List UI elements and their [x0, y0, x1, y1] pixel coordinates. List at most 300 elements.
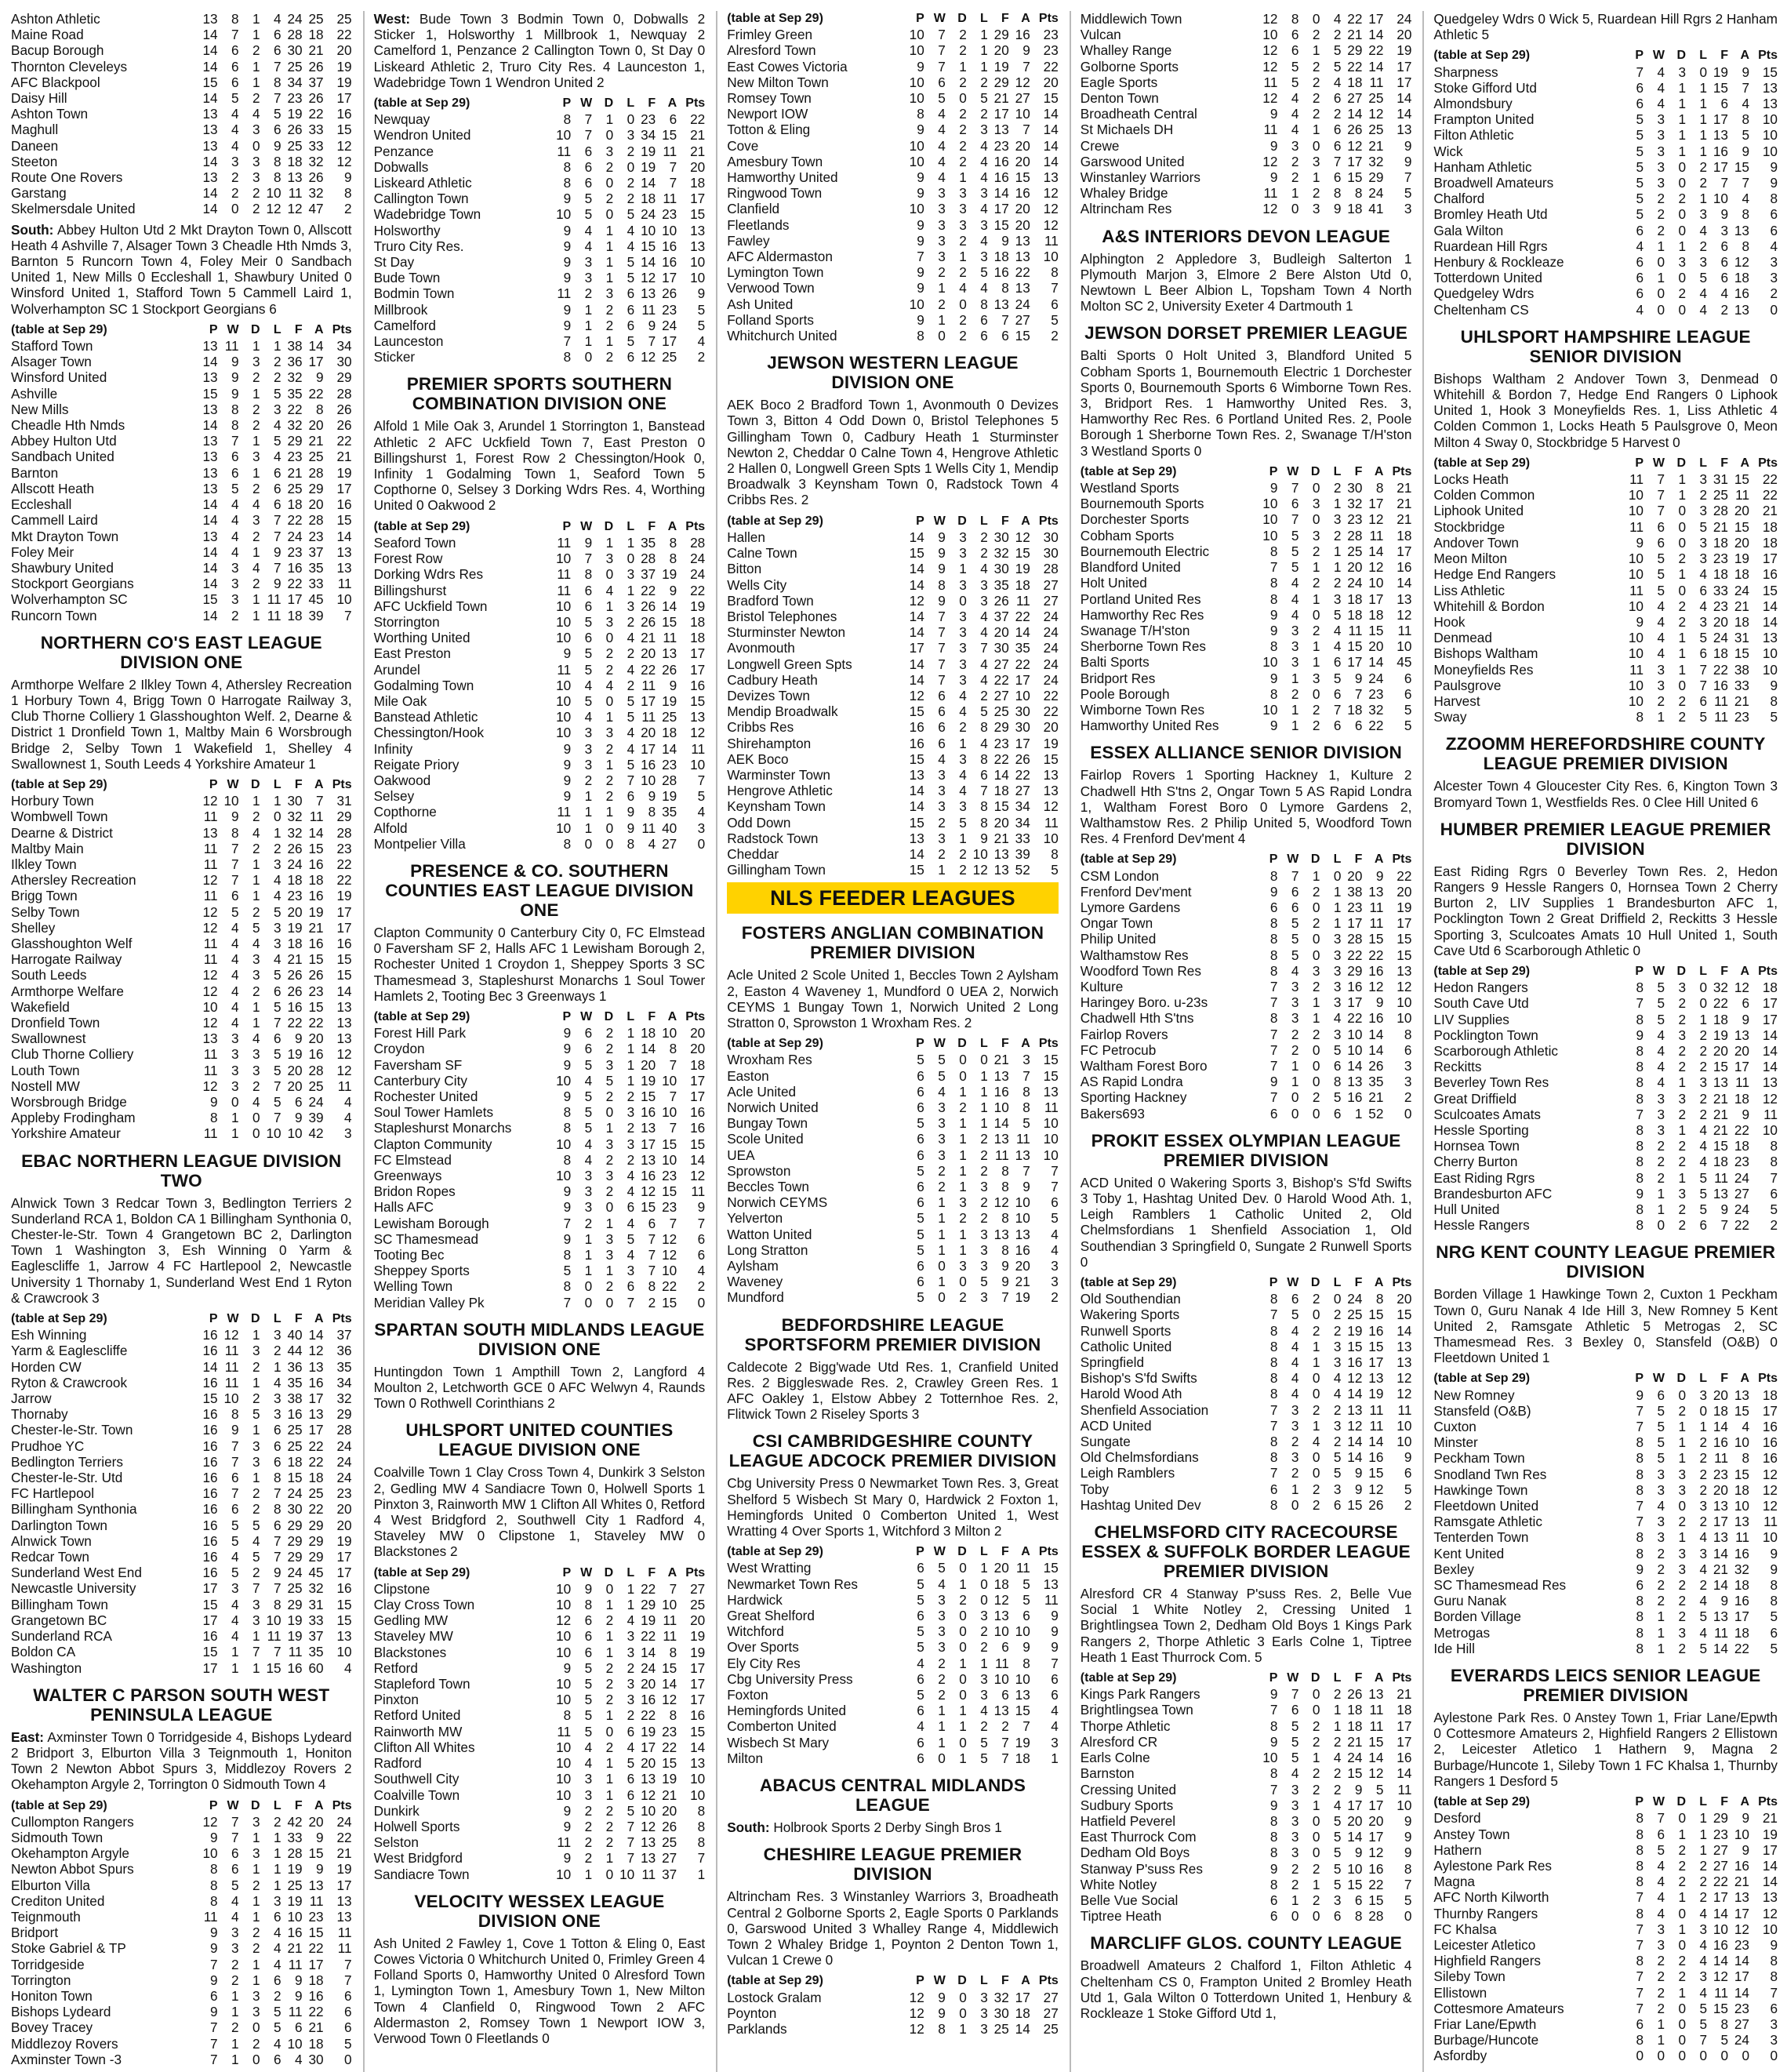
- stat-cell: 3: [627, 1644, 635, 1660]
- stat-cell: 35: [1368, 1074, 1384, 1090]
- stat-cell: 15: [1043, 1067, 1059, 1084]
- stat-cell: 0: [605, 566, 614, 583]
- stat-cell: 24: [1043, 671, 1059, 688]
- stat-cell: 13: [641, 1771, 656, 1787]
- stat-cell: 13: [690, 222, 706, 238]
- stat-cell: 10: [556, 1644, 572, 1660]
- table-row: [374, 1057, 706, 1073]
- stat-cell: 7: [1354, 685, 1363, 702]
- stat-cell: 13: [1043, 1576, 1059, 1592]
- table-row: [11, 1814, 352, 1830]
- stat-cell: 1: [1678, 1121, 1686, 1138]
- stat-cell: 6: [1269, 899, 1278, 915]
- stat-cell: 24: [690, 551, 706, 567]
- stat-cell: 3: [627, 127, 635, 144]
- column-2: [365, 11, 718, 2072]
- stat-cell: 9: [917, 311, 924, 328]
- stat-cell: 13: [993, 1226, 1009, 1242]
- stat-cell: 8: [1770, 1138, 1778, 1154]
- stat-cell: 2: [605, 1041, 614, 1057]
- stat-cell: 20: [287, 1078, 303, 1094]
- stat-cell: 3: [274, 1390, 281, 1407]
- stat-cell: 11: [1044, 814, 1059, 831]
- stat-cell: 6: [917, 1703, 924, 1719]
- table-row: [1433, 1593, 1778, 1609]
- stat-cell: 0: [584, 1278, 593, 1295]
- stat-cell: 1: [1657, 238, 1665, 254]
- stat-cell: 7: [1636, 1514, 1644, 1530]
- stat-cell: 6: [274, 27, 281, 43]
- stat-cell: 12: [266, 201, 281, 217]
- team-name: Quedgeley Wdrs: [1433, 285, 1535, 302]
- stat-cell: 3: [252, 2004, 260, 2020]
- stat-cell: 15: [308, 1925, 324, 1941]
- stat-cell: 7: [1636, 995, 1644, 1012]
- team-name: Frimley Green: [727, 27, 813, 43]
- league-heading: A&S INTERIORS DEVON LEAGUE: [1102, 226, 1390, 246]
- table-row: [727, 1131, 1059, 1147]
- stat-cell: 16: [993, 264, 1009, 281]
- table-row: [1081, 1418, 1412, 1434]
- team-name: Frenford Dev'ment: [1080, 883, 1192, 900]
- stat-cell: 17: [690, 1072, 706, 1089]
- team-name: Sheppey Sports: [373, 1263, 470, 1279]
- stat-cell: 8: [231, 417, 239, 434]
- table-row: [1081, 543, 1412, 559]
- stat-cell: 35: [287, 385, 303, 402]
- table-header-cell: D: [1310, 464, 1320, 478]
- team-name: Worsbrough Bridge: [11, 1094, 127, 1110]
- stat-cell: 13: [1043, 783, 1059, 799]
- table-header-cell: (table at Sep 29): [373, 519, 470, 533]
- stat-cell: 7: [1636, 1419, 1644, 1435]
- table-row: [374, 1676, 706, 1692]
- stat-cell: 5: [917, 1591, 924, 1608]
- stat-cell: 12: [641, 270, 656, 286]
- stat-cell: 14: [308, 1327, 324, 1343]
- table-row: [11, 1644, 352, 1659]
- stat-cell: 12: [1762, 1498, 1778, 1514]
- stat-cell: 10: [662, 1072, 677, 1089]
- results-text: Acle United 2 Scole United 1, Beccles Town 2 Aylsham 2, Easton 4 Waveney 1, Mundford 0 UEA 2, Norwich CEYMS 1 Bungay Town 1, Norwich United 2 Long Stratton 0, Sprowston 1 Wroxham Res. 2: [727, 967, 1059, 1031]
- table-row: [11, 1390, 352, 1406]
- stat-cell: 1: [1678, 1529, 1686, 1546]
- stat-cell: 11: [1015, 1131, 1030, 1147]
- table-header-cell: Pts: [332, 777, 352, 791]
- stat-cell: 7: [669, 1215, 677, 1231]
- team-name: Nostell MW: [11, 1078, 80, 1094]
- stat-cell: 20: [1734, 534, 1749, 551]
- team-name: Crewe: [1080, 137, 1120, 154]
- team-name: Seaford Town: [373, 534, 456, 551]
- stat-cell: 13: [1397, 962, 1412, 979]
- stat-cell: 18: [1368, 606, 1384, 623]
- stat-cell: 22: [641, 1707, 656, 1724]
- stat-cell: 14: [1043, 153, 1059, 169]
- stat-cell: 0: [1770, 301, 1778, 318]
- stat-cell: 7: [1657, 471, 1665, 488]
- stat-cell: 20: [1713, 613, 1728, 630]
- stat-cell: 29: [308, 480, 324, 496]
- stat-cell: 10: [1628, 598, 1644, 614]
- stat-cell: 5: [1699, 2016, 1707, 2032]
- stat-cell: 13: [1713, 1074, 1728, 1091]
- stat-cell: 15: [1734, 1466, 1749, 1482]
- stat-cell: 14: [1368, 1434, 1384, 1450]
- stat-cell: 13: [1762, 79, 1778, 96]
- stat-cell: 0: [959, 1989, 967, 2005]
- stat-cell: 2: [1333, 106, 1342, 122]
- stat-cell: 6: [627, 1199, 635, 1216]
- stat-cell: 7: [1269, 1307, 1278, 1323]
- stat-cell: 3: [938, 1099, 946, 1115]
- stat-cell: 23: [1713, 1826, 1728, 1842]
- stat-cell: 8: [1636, 1090, 1644, 1107]
- stat-cell: 1: [959, 1718, 967, 1735]
- stat-cell: 6: [274, 2051, 281, 2067]
- stat-cell: 1: [605, 1850, 614, 1867]
- stat-cell: 2: [274, 369, 281, 386]
- stat-cell: 3: [959, 529, 967, 545]
- stat-cell: 21: [1368, 1089, 1384, 1106]
- stat-cell: 9: [917, 280, 924, 296]
- league-table: [374, 96, 706, 365]
- table-header-cell: P: [916, 1545, 924, 1559]
- stat-cell: 18: [287, 935, 303, 951]
- stat-cell: 14: [1713, 1905, 1728, 1921]
- results-region-label: West:: [373, 11, 411, 27]
- team-name: Woodford Town Res: [1080, 962, 1201, 979]
- stat-cell: 9: [697, 1199, 706, 1216]
- stat-cell: 2: [252, 42, 260, 59]
- stat-cell: 2: [1657, 1577, 1665, 1594]
- stat-cell: 1: [980, 1067, 988, 1084]
- stat-cell: 9: [1001, 1258, 1009, 1274]
- stat-cell: 10: [1734, 1498, 1749, 1514]
- stat-cell: 1: [605, 534, 614, 551]
- stat-cell: 13: [1043, 766, 1059, 783]
- stat-cell: 2: [959, 862, 967, 878]
- stat-cell: 19: [662, 566, 677, 583]
- stat-cell: 20: [641, 1676, 656, 1692]
- team-name: East Cowes Victoria: [727, 58, 848, 75]
- stat-cell: 14: [662, 1676, 677, 1692]
- stat-cell: 24: [336, 1453, 352, 1470]
- stat-cell: 0: [584, 835, 593, 852]
- stat-cell: 8: [563, 1151, 572, 1168]
- team-name: Highfield Rangers: [1433, 1953, 1542, 1969]
- table-row: [727, 59, 1059, 75]
- table-row: [1081, 1892, 1412, 1908]
- stat-cell: 1: [1312, 1797, 1320, 1813]
- team-name: Great Driffield: [1433, 1090, 1517, 1107]
- table-header-cell: (table at Sep 29): [727, 1545, 823, 1559]
- stat-cell: 19: [336, 58, 352, 75]
- stat-cell: 18: [1015, 2005, 1030, 2021]
- stat-cell: 2: [1657, 191, 1665, 207]
- team-name: Henbury & Rockleaze: [1433, 254, 1564, 271]
- stat-cell: 3: [980, 576, 988, 593]
- stat-cell: 16: [690, 1707, 706, 1724]
- stat-cell: 8: [1269, 1876, 1278, 1892]
- table-row: [727, 609, 1059, 624]
- team-name: Brightlingsea Town: [1080, 1702, 1193, 1718]
- stat-cell: 1: [1678, 1419, 1686, 1435]
- table-row: [727, 545, 1059, 561]
- stat-cell: 2: [1291, 169, 1299, 186]
- stat-cell: 11: [203, 935, 218, 951]
- table-row: [374, 804, 706, 820]
- stat-cell: 20: [1397, 27, 1412, 43]
- stat-cell: 11: [224, 1343, 239, 1359]
- results-text: Clapton Community 0 Canterbury City 0, FC Elmstead 0 Faversham SF 2, Halls AFC 1 Lewisham Borough 2, Rochester United 1 Croydon 1, Sheppey Sports 3 SC Thamesmead 3, Stapleshurst Monarchs 1 Soul Tower Hamlets 2, Tooting Bec 3 Greenways 1: [373, 924, 706, 1004]
- stat-cell: 9: [274, 1565, 281, 1581]
- table-row: [1433, 254, 1778, 270]
- stat-cell: 1: [1699, 1011, 1707, 1027]
- stat-cell: 14: [1762, 1059, 1778, 1075]
- stat-cell: 3: [959, 576, 967, 593]
- stat-cell: 19: [287, 1861, 303, 1878]
- stat-cell: 7: [231, 1829, 239, 1845]
- stat-cell: 24: [1734, 582, 1749, 598]
- team-name: Calne Town: [727, 545, 797, 562]
- stat-cell: 30: [1347, 480, 1363, 496]
- stat-cell: 2: [1312, 185, 1320, 202]
- team-name: Stafford Town: [11, 338, 93, 354]
- stat-cell: 0: [1678, 175, 1686, 191]
- table-row: [1433, 1609, 1778, 1624]
- stat-cell: 3: [980, 185, 988, 202]
- stat-cell: 3: [1770, 2032, 1778, 2048]
- stat-cell: 6: [1699, 692, 1707, 709]
- stat-cell: 14: [1762, 613, 1778, 630]
- table-row: [727, 217, 1059, 233]
- team-name: Bacup Borough: [11, 42, 104, 59]
- stat-cell: 4: [1291, 1338, 1299, 1354]
- stat-cell: 2: [584, 1802, 593, 1819]
- stat-cell: 3: [959, 545, 967, 562]
- stat-cell: 2: [1699, 1466, 1707, 1482]
- stat-cell: 22: [308, 2004, 324, 2020]
- table-row: [11, 1612, 352, 1628]
- stat-cell: 4: [627, 1168, 635, 1183]
- stat-cell: 20: [690, 1041, 706, 1057]
- stat-cell: 1: [252, 27, 260, 43]
- table-row: [727, 233, 1059, 249]
- stat-cell: 36: [287, 354, 303, 370]
- team-name: Ilkley Town: [11, 856, 77, 872]
- stat-cell: 12: [1347, 1370, 1363, 1387]
- table-row: [11, 1454, 352, 1470]
- table-row: [1433, 285, 1778, 301]
- team-name: Radstock Town: [727, 830, 819, 846]
- stat-cell: 3: [252, 1845, 260, 1862]
- stat-cell: 3: [980, 2020, 988, 2037]
- stat-cell: 2: [252, 480, 260, 496]
- table-row: [727, 169, 1059, 185]
- stat-cell: 18: [1397, 1702, 1412, 1718]
- table-header-cell: (table at Sep 29): [11, 777, 107, 791]
- stat-cell: 6: [584, 158, 593, 175]
- stat-cell: 10: [1734, 1826, 1749, 1842]
- team-name: Springfield: [1080, 1354, 1145, 1371]
- stat-cell: 17: [1368, 496, 1384, 512]
- stat-cell: 10: [1762, 143, 1778, 159]
- team-name: Welling Town: [373, 1278, 453, 1295]
- stat-cell: 2: [959, 845, 967, 862]
- stat-cell: 5: [1699, 270, 1707, 286]
- stat-cell: 8: [1333, 1074, 1342, 1090]
- table-header-cell: L: [627, 519, 635, 533]
- stat-cell: 1: [1657, 1201, 1665, 1217]
- stat-cell: 14: [336, 528, 352, 544]
- stat-cell: 10: [556, 630, 572, 646]
- stat-cell: 17: [1762, 1011, 1778, 1027]
- stat-cell: 21: [1713, 518, 1728, 535]
- stat-cell: 10: [1262, 527, 1278, 543]
- table-row: [1433, 206, 1778, 222]
- stat-cell: 23: [1347, 899, 1363, 915]
- team-name: Chadwell Hth S'tns: [1080, 1010, 1194, 1027]
- match-results: [727, 1819, 1059, 1835]
- stat-cell: 22: [1734, 1640, 1749, 1656]
- team-name: Catholic United: [1080, 1338, 1172, 1354]
- stat-cell: 4: [980, 201, 988, 217]
- stat-cell: 9: [1636, 1027, 1644, 1043]
- stat-cell: 2: [605, 788, 614, 805]
- stat-cell: 2: [584, 1850, 593, 1867]
- stat-cell: 6: [1636, 79, 1644, 96]
- league-heading: JEWSON DORSET PREMIER LEAGUE: [1084, 323, 1408, 344]
- stat-cell: 5: [1291, 559, 1299, 576]
- stat-cell: 5: [1333, 1089, 1342, 1106]
- team-name: Bishop's S'fd Swifts: [1080, 1370, 1197, 1387]
- stat-cell: 10: [1043, 1115, 1059, 1132]
- stat-cell: 17: [1734, 1968, 1749, 1985]
- stat-cell: 16: [287, 998, 303, 1015]
- stat-cell: 5: [1699, 1609, 1707, 1625]
- stat-cell: 7: [627, 1294, 635, 1310]
- stat-cell: 19: [1762, 1826, 1778, 1842]
- stat-cell: 5: [584, 1676, 593, 1692]
- stat-cell: 0: [605, 1199, 614, 1216]
- table-row: [1433, 1074, 1778, 1090]
- table-header-row: [727, 1544, 1059, 1560]
- table-header-cell: D: [1310, 1671, 1320, 1685]
- stat-cell: 6: [1657, 518, 1665, 535]
- table-row: [727, 593, 1059, 609]
- stat-cell: 4: [1742, 1419, 1749, 1435]
- team-name: Foley Meir: [11, 543, 74, 560]
- stat-cell: 4: [274, 951, 281, 968]
- stat-cell: 15: [993, 216, 1009, 233]
- stat-cell: 10: [1628, 503, 1644, 519]
- stat-cell: 3: [1678, 1545, 1686, 1561]
- stat-cell: 6: [1636, 285, 1644, 302]
- stat-cell: 5: [1770, 1201, 1778, 1217]
- stat-cell: 2: [1699, 158, 1707, 175]
- stat-cell: 4: [274, 417, 281, 434]
- stat-cell: 9: [563, 1088, 572, 1104]
- stat-cell: 3: [1657, 1106, 1665, 1122]
- stat-cell: 7: [1269, 559, 1278, 576]
- stat-cell: 8: [231, 824, 239, 841]
- stat-cell: 6: [1636, 222, 1644, 238]
- stat-cell: 7: [1001, 1289, 1009, 1306]
- stat-cell: 5: [938, 1560, 946, 1576]
- team-name: Winstanley Warriors: [1080, 169, 1200, 186]
- stat-cell: 12: [1397, 606, 1412, 623]
- stat-cell: 13: [202, 528, 218, 544]
- stat-cell: 16: [1734, 1857, 1749, 1874]
- stat-cell: 1: [1333, 915, 1342, 932]
- stat-cell: 1: [1333, 543, 1342, 559]
- table-header-row: [11, 1311, 352, 1327]
- table-row: [1081, 1813, 1412, 1829]
- stat-cell: 7: [648, 333, 656, 350]
- team-name: Selsey: [373, 788, 415, 805]
- stat-cell: 0: [1678, 1936, 1686, 1953]
- stat-cell: 2: [605, 1151, 614, 1168]
- stat-cell: 18: [1347, 701, 1363, 718]
- stat-cell: 0: [1312, 1812, 1320, 1829]
- stat-cell: 4: [1333, 1010, 1342, 1027]
- table-row: [374, 1152, 706, 1168]
- stat-cell: 2: [1678, 1953, 1686, 1969]
- stat-cell: 24: [1043, 608, 1059, 624]
- stat-cell: 10: [1397, 638, 1412, 655]
- stat-cell: 8: [1636, 1011, 1644, 1027]
- table-row: [1433, 645, 1778, 661]
- stat-cell: 3: [938, 1608, 946, 1624]
- stat-cell: 28: [308, 1062, 324, 1078]
- table-header-row: [727, 11, 1059, 27]
- stat-cell: 2: [1699, 1577, 1707, 1594]
- table-header-cell: A: [1740, 1372, 1749, 1386]
- team-name: Armthorpe Welfare: [11, 983, 124, 999]
- stat-cell: 19: [287, 1892, 303, 1909]
- stat-cell: 13: [1347, 1074, 1363, 1090]
- stat-cell: 13: [1734, 301, 1749, 318]
- table-header-cell: D: [1676, 1372, 1686, 1386]
- stat-cell: 0: [1312, 137, 1320, 154]
- stat-cell: 5: [1375, 1781, 1384, 1798]
- table-header-cell: A: [1740, 964, 1749, 978]
- stat-cell: 2: [627, 677, 635, 693]
- stat-cell: 4: [231, 496, 239, 513]
- stat-cell: 0: [605, 1294, 614, 1310]
- stat-cell: 3: [980, 122, 988, 138]
- stat-cell: 7: [1022, 1162, 1030, 1179]
- stat-cell: 1: [1678, 238, 1686, 254]
- table-row: [1433, 175, 1778, 191]
- stat-cell: 4: [274, 1940, 281, 1957]
- stat-cell: 3: [252, 1438, 260, 1454]
- results-region-label: East:: [11, 1728, 45, 1745]
- stat-cell: 23: [308, 983, 324, 999]
- table-header-cell: W: [1287, 1671, 1299, 1685]
- stat-cell: 17: [1713, 158, 1728, 175]
- stat-cell: 13: [1015, 232, 1030, 249]
- stat-cell: 0: [980, 1052, 988, 1068]
- stat-cell: 7: [1404, 1876, 1412, 1892]
- stat-cell: 1: [1657, 1185, 1665, 1201]
- table-row: [374, 535, 706, 551]
- stat-cell: 11: [309, 809, 324, 825]
- team-name: Eccleshall: [11, 496, 72, 513]
- stat-cell: 30: [993, 640, 1009, 656]
- stat-cell: 3: [1678, 64, 1686, 80]
